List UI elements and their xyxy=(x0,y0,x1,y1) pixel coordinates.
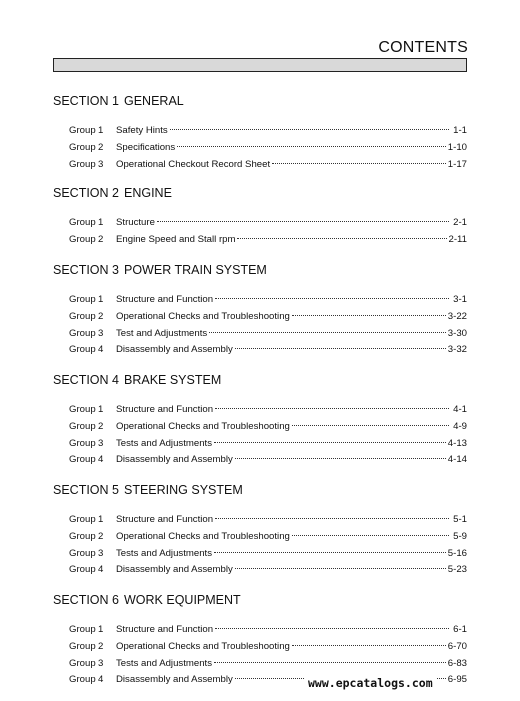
group-number: 3 xyxy=(98,437,104,449)
group-label: Group xyxy=(69,158,96,170)
toc-section xyxy=(53,185,467,249)
page-number: 4-9 xyxy=(453,420,467,432)
group-label: Group xyxy=(69,327,96,339)
section-label: SECTION 3 xyxy=(53,263,119,277)
group-label: Group xyxy=(69,344,96,356)
dot-leader xyxy=(292,425,449,426)
group-number: 4 xyxy=(98,454,104,466)
page-number: 1-17 xyxy=(447,158,467,170)
section-heading xyxy=(53,185,467,201)
dot-leader xyxy=(272,163,446,164)
dot-leader xyxy=(157,221,449,222)
group-number: 3 xyxy=(98,158,104,170)
toc-entry[interactable] xyxy=(53,452,467,469)
section-name: BRAKE SYSTEM xyxy=(124,373,222,387)
dot-leader xyxy=(215,408,449,409)
toc-section xyxy=(53,592,467,689)
dot-leader xyxy=(292,645,446,646)
group-label: Group xyxy=(69,674,96,686)
entry-title: Operational Checks and Troubleshooting xyxy=(116,310,290,322)
group-number: 2 xyxy=(98,141,104,153)
toc-entry[interactable] xyxy=(53,309,467,326)
watermark: www.epcatalogs.com xyxy=(305,676,436,690)
group-number: 3 xyxy=(98,657,104,669)
dot-leader xyxy=(177,146,446,147)
group-label: Group xyxy=(69,657,96,669)
entry-title: Disassembly and Assembly xyxy=(116,674,233,686)
section-label: SECTION 5 xyxy=(53,483,119,497)
title-bar xyxy=(53,58,467,72)
group-label: Group xyxy=(69,217,96,228)
page-number: 6-83 xyxy=(447,657,467,669)
section-name: GENERAL xyxy=(124,94,184,108)
entry-title: Operational Checks and Troubleshooting xyxy=(116,420,290,432)
page-number: 6-95 xyxy=(447,674,467,686)
entry-title: Test and Adjustments xyxy=(116,327,208,339)
group-label: Group xyxy=(69,404,96,415)
group-number: 4 xyxy=(98,564,104,576)
page-number: 4-13 xyxy=(447,437,467,449)
entry-title: Specifications xyxy=(116,141,176,153)
toc-entry[interactable] xyxy=(53,157,467,174)
page-title: CONTENTS xyxy=(378,39,468,56)
toc-entry[interactable] xyxy=(53,546,467,563)
toc-entry[interactable] xyxy=(53,232,467,249)
group-label: Group xyxy=(69,530,96,542)
group-label: Group xyxy=(69,125,96,136)
page-number: 5-1 xyxy=(453,514,467,525)
dot-leader xyxy=(237,238,446,239)
entry-title: Structure and Function xyxy=(116,404,214,415)
page-number: 6-70 xyxy=(447,640,467,652)
dot-leader xyxy=(292,315,446,316)
section-name: STEERING SYSTEM xyxy=(124,483,243,497)
entry-title: Disassembly and Assembly xyxy=(116,454,233,466)
section-heading xyxy=(53,482,467,498)
section-name: WORK EQUIPMENT xyxy=(124,593,241,607)
dot-leader xyxy=(235,458,446,459)
toc-entry[interactable] xyxy=(53,529,467,546)
group-label: Group xyxy=(69,514,96,525)
group-label: Group xyxy=(69,310,96,322)
page-number: 3-30 xyxy=(447,327,467,339)
entry-title: Safety Hints xyxy=(116,125,168,136)
page-number: 4-1 xyxy=(453,404,467,415)
toc-section xyxy=(53,372,467,469)
section-label: SECTION 2 xyxy=(53,186,119,200)
group-number: 4 xyxy=(98,344,104,356)
toc-entry[interactable] xyxy=(53,639,467,656)
group-label: Group xyxy=(69,547,96,559)
section-heading xyxy=(53,372,467,388)
dot-leader xyxy=(215,518,449,519)
group-label: Group xyxy=(69,624,96,635)
group-label: Group xyxy=(69,294,96,305)
toc-entry[interactable] xyxy=(53,215,467,232)
dot-leader xyxy=(170,129,449,130)
page-number: 3-32 xyxy=(447,344,467,356)
dot-leader xyxy=(235,568,446,569)
group-number: 4 xyxy=(98,674,104,686)
section-label: SECTION 1 xyxy=(53,94,119,108)
toc-entry[interactable] xyxy=(53,140,467,157)
entry-title: Tests and Adjustments xyxy=(116,437,212,449)
page-number: 3-1 xyxy=(453,294,467,305)
group-number: 3 xyxy=(98,327,104,339)
group-label: Group xyxy=(69,640,96,652)
toc-entry[interactable] xyxy=(53,342,467,359)
toc-section xyxy=(53,262,467,359)
section-heading xyxy=(53,93,467,109)
toc-entry[interactable] xyxy=(53,622,467,639)
entry-title: Structure and Function xyxy=(116,514,214,525)
toc-entry[interactable] xyxy=(53,512,467,529)
group-number: 1 xyxy=(98,125,104,136)
toc-entry[interactable] xyxy=(53,656,467,673)
page-number: 1-1 xyxy=(453,125,467,136)
section-name: POWER TRAIN SYSTEM xyxy=(124,263,267,277)
dot-leader xyxy=(214,552,446,553)
page-number: 3-22 xyxy=(447,310,467,322)
toc-entry[interactable] xyxy=(53,123,467,140)
section-name: ENGINE xyxy=(124,186,172,200)
entry-title: Structure and Function xyxy=(116,294,214,305)
toc-section xyxy=(53,482,467,579)
entry-title: Engine Speed and Stall rpm xyxy=(116,233,236,245)
page-number: 2-1 xyxy=(453,217,467,228)
dot-leader xyxy=(292,535,449,536)
dot-leader xyxy=(215,298,449,299)
page-number: 4-14 xyxy=(447,454,467,466)
page-number: 6-1 xyxy=(453,624,467,635)
group-number: 2 xyxy=(98,233,104,245)
toc-entry[interactable] xyxy=(53,436,467,453)
group-number: 1 xyxy=(98,294,104,305)
dot-leader xyxy=(214,662,446,663)
section-heading xyxy=(53,592,467,608)
group-number: 2 xyxy=(98,640,104,652)
page-number: 1-10 xyxy=(447,141,467,153)
entry-title: Operational Checks and Troubleshooting xyxy=(116,530,290,542)
dot-leader xyxy=(235,348,446,349)
toc-entry[interactable] xyxy=(53,402,467,419)
group-number: 2 xyxy=(98,310,104,322)
entry-title: Tests and Adjustments xyxy=(116,657,212,669)
dot-leader xyxy=(215,628,449,629)
group-number: 2 xyxy=(98,530,104,542)
entry-title: Operational Checks and Troubleshooting xyxy=(116,640,290,652)
toc-entry[interactable] xyxy=(53,419,467,436)
group-number: 2 xyxy=(98,420,104,432)
group-number: 1 xyxy=(98,404,104,415)
page-number: 5-16 xyxy=(447,547,467,559)
entry-title: Disassembly and Assembly xyxy=(116,344,233,356)
group-label: Group xyxy=(69,141,96,153)
group-label: Group xyxy=(69,454,96,466)
group-label: Group xyxy=(69,564,96,576)
section-heading xyxy=(53,262,467,278)
group-label: Group xyxy=(69,437,96,449)
entry-title: Structure xyxy=(116,217,155,228)
dot-leader xyxy=(214,442,446,443)
section-label: SECTION 6 xyxy=(53,593,119,607)
group-number: 1 xyxy=(98,217,104,228)
page-number: 2-11 xyxy=(448,233,467,245)
dot-leader xyxy=(209,332,446,333)
toc-section xyxy=(53,93,467,173)
group-number: 1 xyxy=(98,514,104,525)
group-label: Group xyxy=(69,233,96,245)
entry-title: Operational Checkout Record Sheet xyxy=(116,158,271,170)
group-number: 1 xyxy=(98,624,104,635)
section-label: SECTION 4 xyxy=(53,373,119,387)
toc-entry[interactable] xyxy=(53,326,467,343)
toc-entry[interactable] xyxy=(53,292,467,309)
group-label: Group xyxy=(69,420,96,432)
entry-title: Tests and Adjustments xyxy=(116,547,212,559)
toc-entry[interactable] xyxy=(53,562,467,579)
entry-title: Disassembly and Assembly xyxy=(116,564,233,576)
entry-title: Structure and Function xyxy=(116,624,214,635)
page-number: 5-9 xyxy=(453,530,467,542)
page-number: 5-23 xyxy=(447,564,467,576)
group-number: 3 xyxy=(98,547,104,559)
